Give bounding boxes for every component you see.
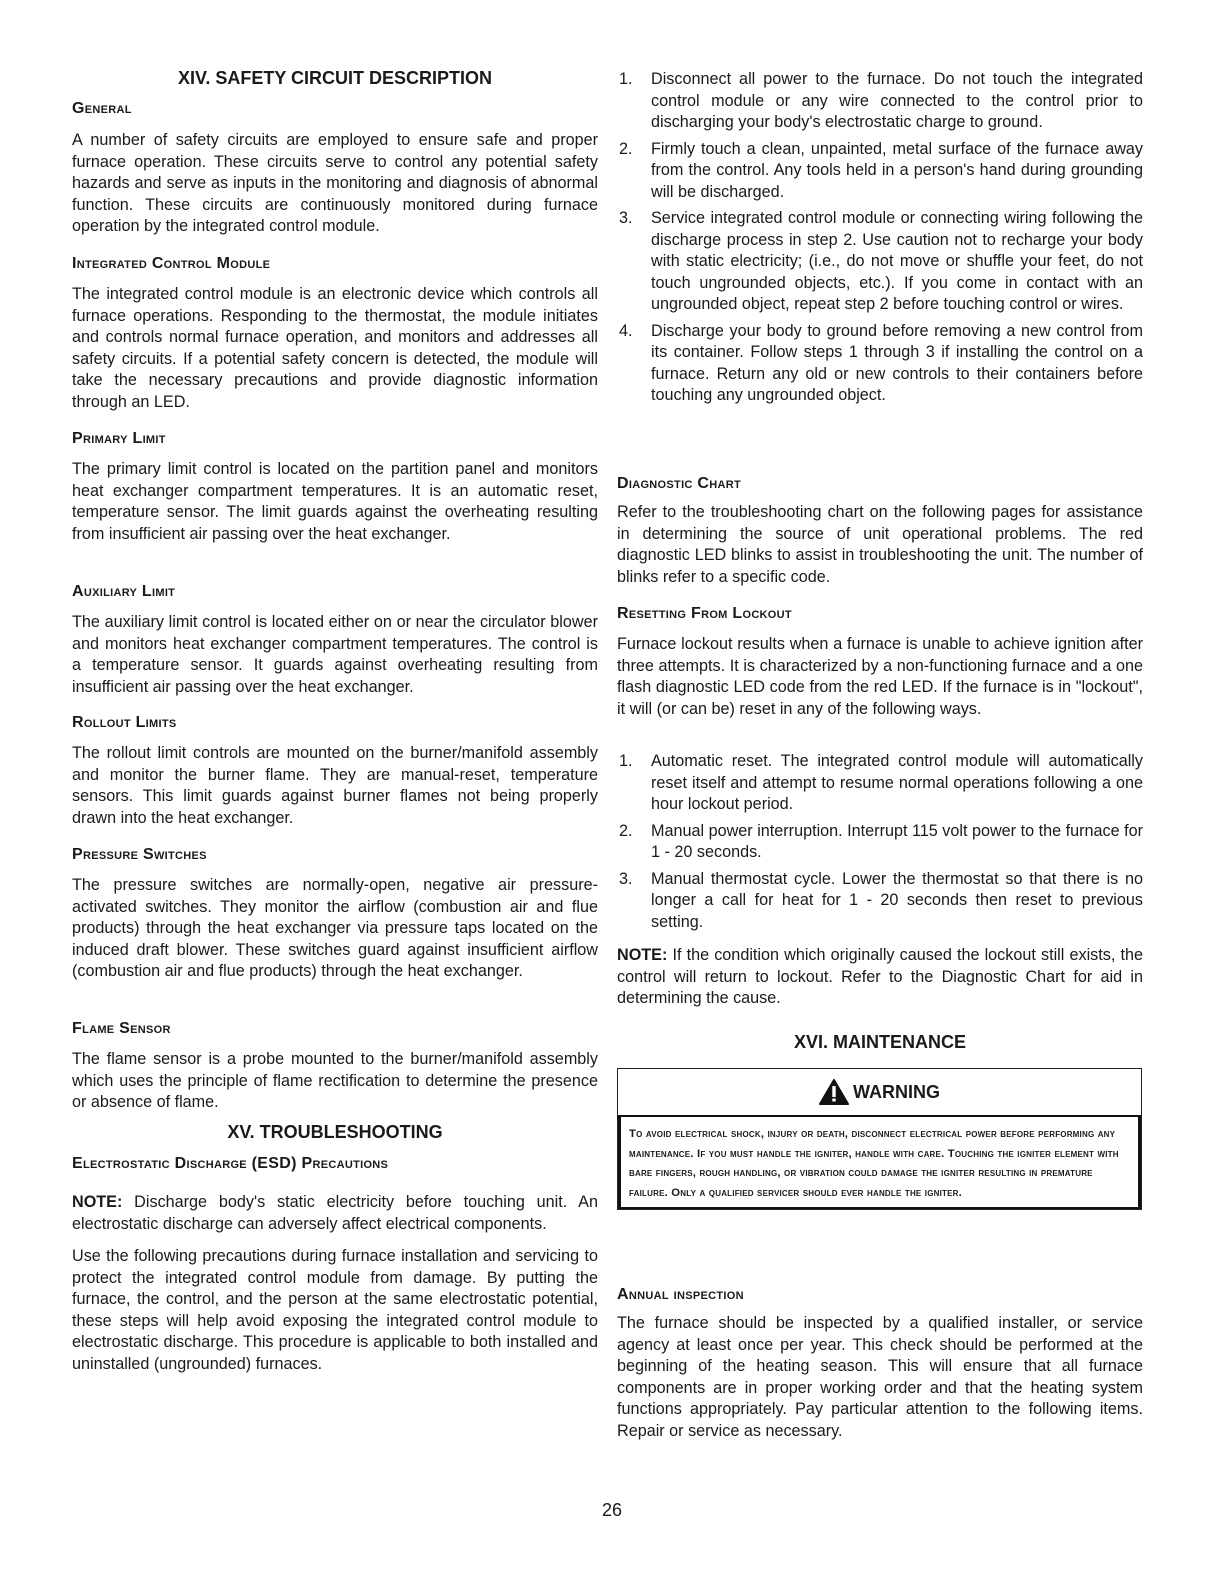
item-text: Manual power interruption. Interrupt 115 volt power to the furnace for 1 - 20 seconds. <box>651 821 1143 861</box>
item-number: 1. <box>619 752 633 770</box>
heading-diagnostic-chart: Diagnostic Chart <box>617 475 742 492</box>
heading-pressure-switches: Pressure Switches <box>72 846 207 863</box>
item-text: Automatic reset. The integrated control module will automatically reset itself and attempt to resume normal operations following a one hour lockout period. <box>651 752 1143 813</box>
annual-inspection-text: The furnace should be inspected by a qualified installer, or service agency at least once per year. This check should be performed at the beginning of the heating season. This will ensure that all furnace components are in proper working order and that the heating system functions appropriately. Pay particular attention to the following items. Repair or service as necessary. <box>617 1314 1143 1440</box>
list-item <box>617 869 1143 934</box>
warning-box <box>617 1068 1142 1210</box>
warning-header <box>618 1069 1141 1117</box>
section-title-troubleshooting: XV. TROUBLESHOOTING <box>227 1122 443 1142</box>
auxiliary-limit-text: The auxiliary limit control is located either on or near the circulator blower and monitors heat exchanger compartment temperatures. The control is a temperature sensor. It guards against overheating resulting from insufficient air passing over the heat exchanger. <box>72 613 598 696</box>
item-number: 4. <box>619 321 633 340</box>
icm-text: The integrated control module is an electronic device which controls all furnace operations. Responding to the thermostat, the module initiates and controls normal furnace operation, and monitors and addresses all safety circuits. If a potential safety concern is detected, the module will take the necessary precautions and provide diagnostic information through an LED. <box>72 285 598 411</box>
general-text: A number of safety circuits are employed to ensure safe and proper furnace operation. These circuits serve to control any potential safety hazards and serve as inputs in the monitoring and diagnosis of abnormal function. These circuits are continuously monitored during furnace operation by the integrated control module. <box>72 131 598 235</box>
rollout-limits-text: The rollout limit controls are mounted on the burner/manifold assembly and monitor the burner flame. They are manual-reset, temperature sensors. This limit guards against burner flames not being properly drawn into the heat exchanger. <box>72 744 598 827</box>
item-text: Firmly touch a clean, unpainted, metal surface of the furnace away from the control. Any tools held in a person's hand during grounding will be discharged. <box>651 139 1143 201</box>
warning-text: To avoid electrical shock, injury or death, disconnect electrical power before performing any maintenance. If you must handle the igniter, handle with care. Touching the igniter element with bare fingers, rough handling, or vibration could damage the igniter resulting in premature failure. Only a qualified servicer should ever handle the igniter. <box>618 1117 1141 1209</box>
pressure-switches-text: The pressure switches are normally-open, negative air pressure-activated switches. They monitor the airflow (combustion air and flue products) through the heat exchanger via pressure taps located on the induced draft blower. These switches guard against insufficient airflow (combustion air and flue products) through the heat exchanger. <box>72 876 598 980</box>
reset-steps-list <box>617 751 1143 933</box>
primary-limit-text: The primary limit control is located on the partition panel and monitors heat exchanger compartment temperatures. It is an automatic reset, temperature sensor. The limit guards against the overheating resulting from insufficient air passing over the heat exchanger. <box>72 460 598 543</box>
note-label: NOTE: <box>617 946 668 964</box>
list-item <box>617 821 1143 864</box>
list-item <box>617 139 1143 204</box>
esd-steps-list <box>617 69 1143 407</box>
list-item <box>617 208 1143 316</box>
note-text: Discharge body's static electricity before touching unit. An electrostatic discharge can adversely affect electrical components. <box>72 1193 598 1233</box>
warning-triangle-icon <box>819 1079 849 1105</box>
heading-general: General <box>72 100 132 117</box>
item-text: Manual thermostat cycle. Lower the thermostat so that there is no longer a call for heat for 1 - 20 seconds then reset to previous setting. <box>651 869 1143 931</box>
item-number: 3. <box>619 869 633 888</box>
list-item <box>617 751 1143 816</box>
esd-note <box>72 1192 598 1235</box>
item-number: 1. <box>619 70 633 88</box>
heading-primary-limit: Primary Limit <box>72 430 166 447</box>
lockout-note <box>617 945 1143 1010</box>
flame-sensor-text: The flame sensor is a probe mounted to the burner/manifold assembly which uses the principle of flame rectification to determine the presence or absence of flame. <box>72 1050 598 1111</box>
note-label: NOTE: <box>72 1193 123 1211</box>
item-number: 2. <box>619 139 633 158</box>
note-text: If the condition which originally caused the lockout still exists, the control will return to lockout. Refer to the Diagnostic Chart for aid in determining the cause. <box>617 946 1143 1007</box>
heading-rollout-limits: Rollout Limits <box>72 714 177 731</box>
heading-integrated-control-module: Integrated Control Module <box>72 255 271 272</box>
heading-annual-inspection: Annual inspection <box>617 1286 744 1303</box>
heading-flame-sensor: Flame Sensor <box>72 1020 171 1037</box>
list-item <box>617 69 1143 134</box>
diagnostic-chart-text: Refer to the troubleshooting chart on the following pages for assistance in determining the source of unit operational problems. The red diagnostic LED blinks to assist in troubleshooting the unit. The number of blinks refer to a specific code. <box>617 503 1143 586</box>
page-number: 26 <box>601 1500 623 1520</box>
heading-auxiliary-limit: Auxiliary Limit <box>72 583 176 600</box>
section-title-maintenance: XVI. MAINTENANCE <box>793 1032 966 1052</box>
item-text: Discharge your body to ground before removing a new control from its container. Follow steps 1 through 3 if installing the control on a furnace. Return any old or new controls to their containers before touching any ungrounded object. <box>651 321 1143 404</box>
item-number: 2. <box>619 821 633 840</box>
resetting-text: Furnace lockout results when a furnace is unable to achieve ignition after three attempts. It is characterized by a non-functioning furnace and a one flash diagnostic LED code from the red LED. If the furnace is in "lockout", it will (or can be) reset in any of the following ways. <box>617 635 1143 718</box>
warning-label: WARNING <box>853 1081 940 1102</box>
heading-resetting-from-lockout: Resetting From Lockout <box>617 605 792 622</box>
esd-text: Use the following precautions during furnace installation and servicing to protect the integrated control module from damage. By putting the furnace, the control, and the person at the same electrostatic potential, these steps will help avoid exposing the integrated control module to electrostatic discharge. This procedure is applicable to both installed and uninstalled (ungrounded) furnaces. <box>72 1247 598 1373</box>
section-title-safety-circuit: XIV. SAFETY CIRCUIT DESCRIPTION <box>177 68 493 88</box>
item-text: Disconnect all power to the furnace. Do not touch the integrated control module or any wire connected to the control prior to discharging your body's electrostatic charge to ground. <box>651 70 1143 131</box>
item-text: Service integrated control module or connecting wiring following the discharge process in step 2. Use caution not to recharge your body with static electricity; (i.e., do not move or shuffle your feet, do not touch ungrounded objects, etc.). If you come in contact with an ungrounded object, repeat step 2 before touching control or wires. <box>651 209 1143 313</box>
heading-esd: Electrostatic Discharge (ESD) Precautions <box>72 1155 389 1172</box>
item-number: 3. <box>619 209 633 227</box>
list-item <box>617 321 1143 407</box>
